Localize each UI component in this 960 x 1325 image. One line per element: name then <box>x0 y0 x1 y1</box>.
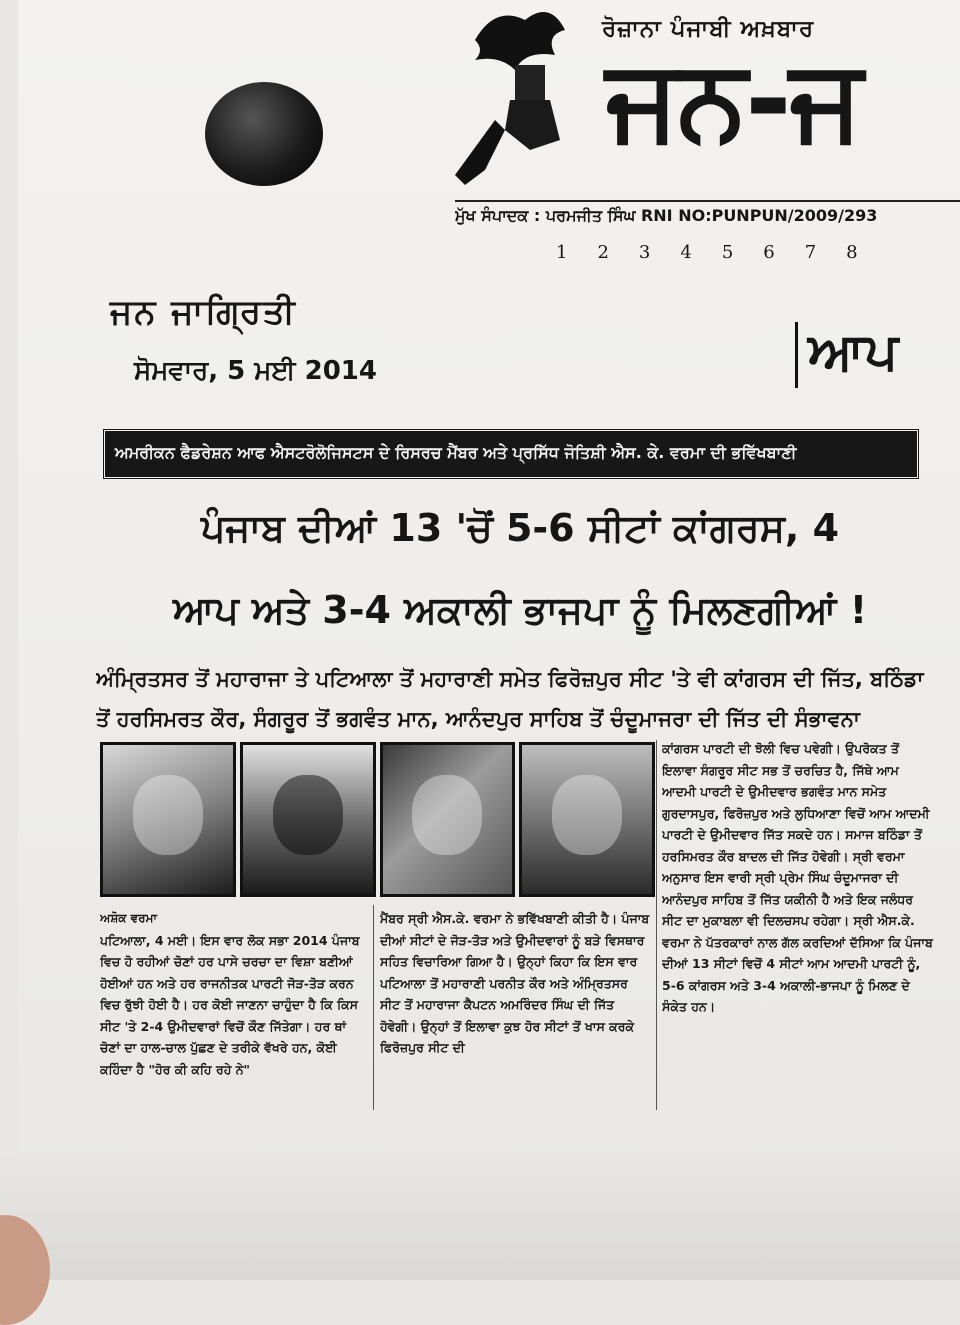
article-column-1 <box>100 908 368 1118</box>
page-number: 7 <box>804 242 817 263</box>
article-text: ਪਟਿਆਲਾ, 4 ਮਈ। ਇਸ ਵਾਰ ਲੋਕ ਸਭਾ 2014 ਪੰਜਾਬ ਵਿਚ ਹੋ ਰਹੀਆਂ ਚੋਣਾਂ ਹਰ ਪਾਸੇ ਚਰਚਾ ਦਾ ਵਿਸ਼ਾ ਬਣੀਆਂ ਹੋਈਆਂ ਹਨ ਅਤੇ ਹਰ ਰਾਜਨੀਤਕ ਪਾਰਟੀ ਜੋੜ-ਤੋੜ ਕਰਨ ਵਿਚ ਰੁੱਝੀ ਹੋਈ ਹੈ। ਹਰ ਕੋਈ ਜਾਣਨਾ ਚਾਹੁੰਦਾ ਹੈ ਕਿ ਕਿਸ ਸੀਟ 'ਤੇ 2-4 ਉਮੀਦਵਾਰਾਂ ਵਿਚੋਂ ਕੌਣ ਜਿੱਤੇਗਾ। ਹਰ ਥਾਂ ਚੋਣਾਂ ਦਾ ਹਾਲ-ਚਾਲ ਪੁੱਛਣ ਦੇ ਤਰੀਕੇ ਵੱਖਰੇ ਹਨ, ਕੋਈ ਕਹਿੰਦਾ ਹੈ "ਹੋਰ ਕੀ ਕਹਿ ਰਹੇ ਨੇ" <box>100 932 360 1077</box>
adjacent-heading: ਆਪ <box>795 322 960 388</box>
politician-photo <box>519 742 655 897</box>
subheadline-line-2: ਤੋਂ ਹਰਸਿਮਰਤ ਕੌਰ, ਸੰਗਰੂਰ ਤੋਂ ਭਗਵੰਤ ਮਾਨ, ਆਨੰਦਪੁਰ ਸਾਹਿਬ ਤੋਂ ਚੰਦੂਮਾਜਰਾ ਦੀ ਜਿੱਤ ਦੀ ਸੰਭਾਵਨਾ <box>96 707 860 731</box>
politician-photo <box>240 742 376 897</box>
page-number: 2 <box>597 242 609 263</box>
page-shadow <box>0 1150 960 1280</box>
editor-line: ਮੁੱਖ ਸੰਪਾਦਕ : ਪਰਮਜੀਤ ਸਿੰਘ RNI NO:PUNPUN/2009/293 <box>455 200 960 236</box>
torch-logo <box>455 0 585 185</box>
page-number: 6 <box>763 242 775 263</box>
page-number: 5 <box>721 242 734 263</box>
kicker-banner: ਅਮਰੀਕਨ ਫੈਡਰੇਸ਼ਨ ਆਫ ਐਸਟਰੋਲੋਜਿਸਟਸ ਦੇ ਰਿਸਰਚ ਮੈਂਬਰ ਅਤੇ ਪ੍ਰਸਿੱਧ ਜੋਤਿਸ਼ੀ ਐਸ. ਕੇ. ਵਰਮਾ ਦੀ ਭਵਿੱਖਬਾਣੀ <box>102 428 920 480</box>
headline-line-1: ਪੰਜਾਬ ਦੀਆਂ 13 'ਚੋਂ 5-6 ਸੀਟਾਂ ਕਾਂਗਰਸ, 4 <box>200 506 840 550</box>
article-column-2 <box>380 908 650 1118</box>
masthead-title: ਜਨ-ਜ <box>606 35 861 165</box>
globe-logo <box>205 82 323 186</box>
masthead-tagline: ਰੋਜ਼ਾਨਾ ਪੰਜਾਬੀ ਅਖ਼ਬਾਰ <box>602 16 815 42</box>
politician-photo <box>100 742 236 897</box>
page-number: 3 <box>638 242 651 263</box>
section-title: ਜਨ ਜਾਗ੍ਰਿਤੀ <box>110 292 297 332</box>
photo-strip <box>100 742 655 897</box>
article-column-3 <box>662 738 934 1098</box>
page-number: 1 <box>556 242 568 263</box>
page-number: 8 <box>846 242 858 263</box>
article-text: ਕਾਂਗਰਸ ਪਾਰਟੀ ਦੀ ਝੋਲੀ ਵਿਚ ਪਵੇਗੀ। ਉਪਰੋਕਤ ਤੋਂ ਇਲਾਵਾ ਸੰਗਰੂਰ ਸੀਟ ਸਭ ਤੋਂ ਚਰਚਿਤ ਹੈ, ਜਿੱਥੇ ਆਮ ਆਦਮੀ ਪਾਰਟੀ ਦੇ ਉਮੀਦਵਾਰ ਭਗਵੰਤ ਮਾਨ ਸਮੇਤ ਗੁਰਦਾਸਪੁਰ, ਫਿਰੋਜ਼ਪੁਰ ਅਤੇ ਲੁਧਿਆਣਾ ਵਿਚੋਂ ਆਮ ਆਦਮੀ ਪਾਰਟੀ ਦੇ ਉਮੀਦਵਾਰ ਜਿੱਤ ਸਕਦੇ ਹਨ। ਸਮਾਜ ਬਠਿੰਡਾ ਤੋਂ ਹਰਸਿਮਰਤ ਕੌਰ ਬਾਦਲ ਦੀ ਜਿੱਤ ਹੋਵੇਗੀ। ਸ੍ਰੀ ਵਰਮਾ ਅਨੁਸਾਰ ਇਸ ਵਾਰੀ ਸ੍ਰੀ ਪ੍ਰੇਮ ਸਿੰਘ ਚੰਦੂਮਾਜਰਾ ਦੀ ਆਨੰਦਪੁਰ ਸਾਹਿਬ ਤੋਂ ਜਿੱਤ ਯਕੀਨੀ ਹੈ ਅਤੇ ਇਕ ਜਲੰਧਰ ਸੀਟ ਦਾ ਮੁਕਾਬਲਾ ਵੀ ਦਿਲਚਸਪ ਰਹੇਗਾ। ਸ੍ਰੀ ਐਸ.ਕੇ. ਵਰਮਾ ਨੇ ਪੱਤਰਕਾਰਾਂ ਨਾਲ ਗੱਲ ਕਰਦਿਆਂ ਦੱਸਿਆ ਕਿ ਪੰਜਾਬ ਦੀਆਂ 13 ਸੀਟਾਂ ਵਿਚੋਂ 4 ਸੀਟਾਂ ਆਮ ਆਦਮੀ ਪਾਰਟੀ ਨੂੰ, 5-6 ਕਾਂਗਰਸ ਅਤੇ 3-4 ਅਕਾਲੀ-ਭਾਜਪਾ ਨੂੰ ਮਿਲਣ ਦੇ ਸੰਕੇਤ ਹਨ। <box>662 741 933 1014</box>
column-rule <box>656 740 657 1110</box>
page-number-strip <box>556 242 858 263</box>
page-number: 4 <box>680 242 692 263</box>
subheadline-line-1: ਅੰਮ੍ਰਿਤਸਰ ਤੋਂ ਮਹਾਰਾਜਾ ਤੇ ਪਟਿਆਲਾ ਤੋਂ ਮਹਾਰਾਣੀ ਸਮੇਤ ਫਿਰੋਜ਼ਪੁਰ ਸੀਟ 'ਤੇ ਵੀ ਕਾਂਗਰਸ ਦੀ ਜਿੱਤ, ਬਠਿੰਡਾ <box>96 667 924 691</box>
column-rule <box>373 905 374 1110</box>
issue-date: ਸੋਮਵਾਰ, 5 ਮਈ 2014 <box>134 356 377 386</box>
headline-line-2: ਆਪ ਅਤੇ 3-4 ਅਕਾਲੀ ਭਾਜਪਾ ਨੂੰ ਮਿਲਣਗੀਆਂ ! <box>172 588 868 632</box>
politician-photo <box>380 742 516 897</box>
article-byline: ਅਸ਼ੋਕ ਵਰਮਾ <box>100 911 157 925</box>
article-text: ਮੈਂਬਰ ਸ੍ਰੀ ਐਸ.ਕੇ. ਵਰਮਾ ਨੇ ਭਵਿੱਖਬਾਣੀ ਕੀਤੀ ਹੈ। ਪੰਜਾਬ ਦੀਆਂ ਸੀਟਾਂ ਦੇ ਜੋੜ-ਤੋੜ ਅਤੇ ਉਮੀਦਵਾਰਾਂ ਨੂੰ ਬੜੇ ਵਿਸਥਾਰ ਸਹਿਤ ਵਿਚਾਰਿਆ ਗਿਆ ਹੈ। ਉਨ੍ਹਾਂ ਕਿਹਾ ਕਿ ਇਸ ਵਾਰ ਪਟਿਆਲਾ ਤੋਂ ਮਹਾਰਾਣੀ ਪਰਨੀਤ ਕੌਰ ਅਤੇ ਅੰਮ੍ਰਿਤਸਰ ਸੀਟ ਤੋਂ ਮਹਾਰਾਜਾ ਕੈਪਟਨ ਅਮਰਿੰਦਰ ਸਿੰਘ ਦੀ ਜਿੱਤ ਹੋਵੇਗੀ। ਉਨ੍ਹਾਂ ਤੋਂ ਇਲਾਵਾ ਕੁਝ ਹੋਰ ਸੀਟਾਂ ਤੋਂ ਖਾਸ ਕਰਕੇ ਫਿਰੋਜ਼ਪੁਰ ਸੀਟ ਦੀ <box>380 911 650 1055</box>
